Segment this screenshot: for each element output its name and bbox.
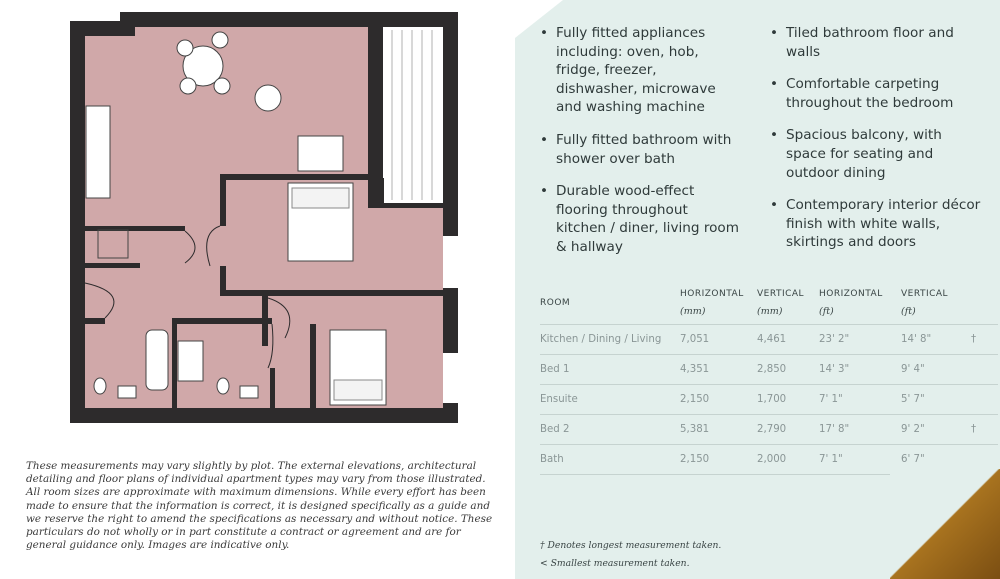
cell-value: 2,150 xyxy=(680,385,757,415)
balcony xyxy=(382,26,444,204)
floor-plan-drawing xyxy=(60,8,465,428)
cell-value: 1,700 xyxy=(757,385,819,415)
cell-value: 4,351 xyxy=(680,355,757,385)
features-list-left xyxy=(540,24,740,271)
feature-item: • Fully fitted bathroom with shower over bath xyxy=(540,131,740,168)
cell-value: 23' 2" xyxy=(819,325,901,355)
cell-value: 14' 3" xyxy=(819,355,901,385)
cell-value: 5' 7" xyxy=(901,385,971,415)
room-name: Bed 1 xyxy=(540,355,680,385)
table-row xyxy=(540,385,998,415)
column-header: VERTICAL (mm) xyxy=(757,289,805,317)
cell-value: 2,150 xyxy=(680,445,757,475)
cell-value: 14' 8" xyxy=(901,325,971,355)
table-header-row xyxy=(540,288,998,325)
room-name: Bed 2 xyxy=(540,415,680,445)
column-header: HORIZONTAL (ft) xyxy=(819,289,883,317)
room-dimensions-table xyxy=(540,288,998,475)
feature-item: • Durable wood-effect flooring throughout kitchen / diner, living room & hallway xyxy=(540,182,740,256)
feature-item: • Comfortable carpeting throughout the bedroom xyxy=(770,75,985,112)
cell-value: 7' 1" xyxy=(819,445,901,475)
room-name: Bath xyxy=(540,445,680,475)
cell-value: 17' 8" xyxy=(819,415,901,445)
column-header: VERTICAL (ft) xyxy=(901,289,949,317)
feature-item: • Tiled bathroom floor and walls xyxy=(770,24,985,61)
smallest-measurement-note: < Smallest measurement taken. xyxy=(540,558,690,569)
measurement-mark xyxy=(971,355,998,385)
room-name: Ensuite xyxy=(540,385,680,415)
measurement-mark: † xyxy=(971,325,998,355)
cell-value: 5,381 xyxy=(680,415,757,445)
disclaimer-text: These measurements may vary slightly by plot. The external elevations, architectural detailing and floor plans of individual apartment types may vary from those illustrated. All room sizes are approximate with maximum dimensions. While every effort has been made to ensure that the information is correct, it is designed specifically as a guide and we reserve the right to amend the specifications as necessary and without notice. These particulars do not wholly or in part constitute a contract or agreement and are for general guidance only. Images are indicative only. xyxy=(26,460,493,552)
specification-panel xyxy=(515,0,1000,579)
cell-value: 7' 1" xyxy=(819,385,901,415)
cell-value: 2,790 xyxy=(757,415,819,445)
feature-item: • Spacious balcony, with space for seating and outdoor dining xyxy=(770,126,985,182)
feature-item: • Fully fitted appliances including: oven, hob, fridge, freezer, dishwasher, microwave and washing machine xyxy=(540,24,740,117)
cell-value: 6' 7" xyxy=(901,445,971,475)
table-row xyxy=(540,355,998,385)
cell-value: 9' 2" xyxy=(901,415,971,445)
features-list-right xyxy=(770,24,985,266)
cell-value: 2,000 xyxy=(757,445,819,475)
cell-value: 2,850 xyxy=(757,355,819,385)
feature-item: • Contemporary interior décor finish with white walls, skirtings and doors xyxy=(770,196,985,252)
table-row xyxy=(540,325,998,355)
room-name: Kitchen / Dining / Living xyxy=(540,325,680,355)
cell-value: 7,051 xyxy=(680,325,757,355)
column-header-room: ROOM xyxy=(540,298,571,308)
measurement-mark xyxy=(971,385,998,415)
column-header: HORIZONTAL (mm) xyxy=(680,289,744,317)
measurement-mark: † xyxy=(971,415,998,445)
longest-measurement-note: † Denotes longest measurement taken. xyxy=(540,540,722,551)
gold-corner-accent xyxy=(890,469,1000,579)
table-row xyxy=(540,415,998,445)
cell-value: 9' 4" xyxy=(901,355,971,385)
cell-value: 4,461 xyxy=(757,325,819,355)
